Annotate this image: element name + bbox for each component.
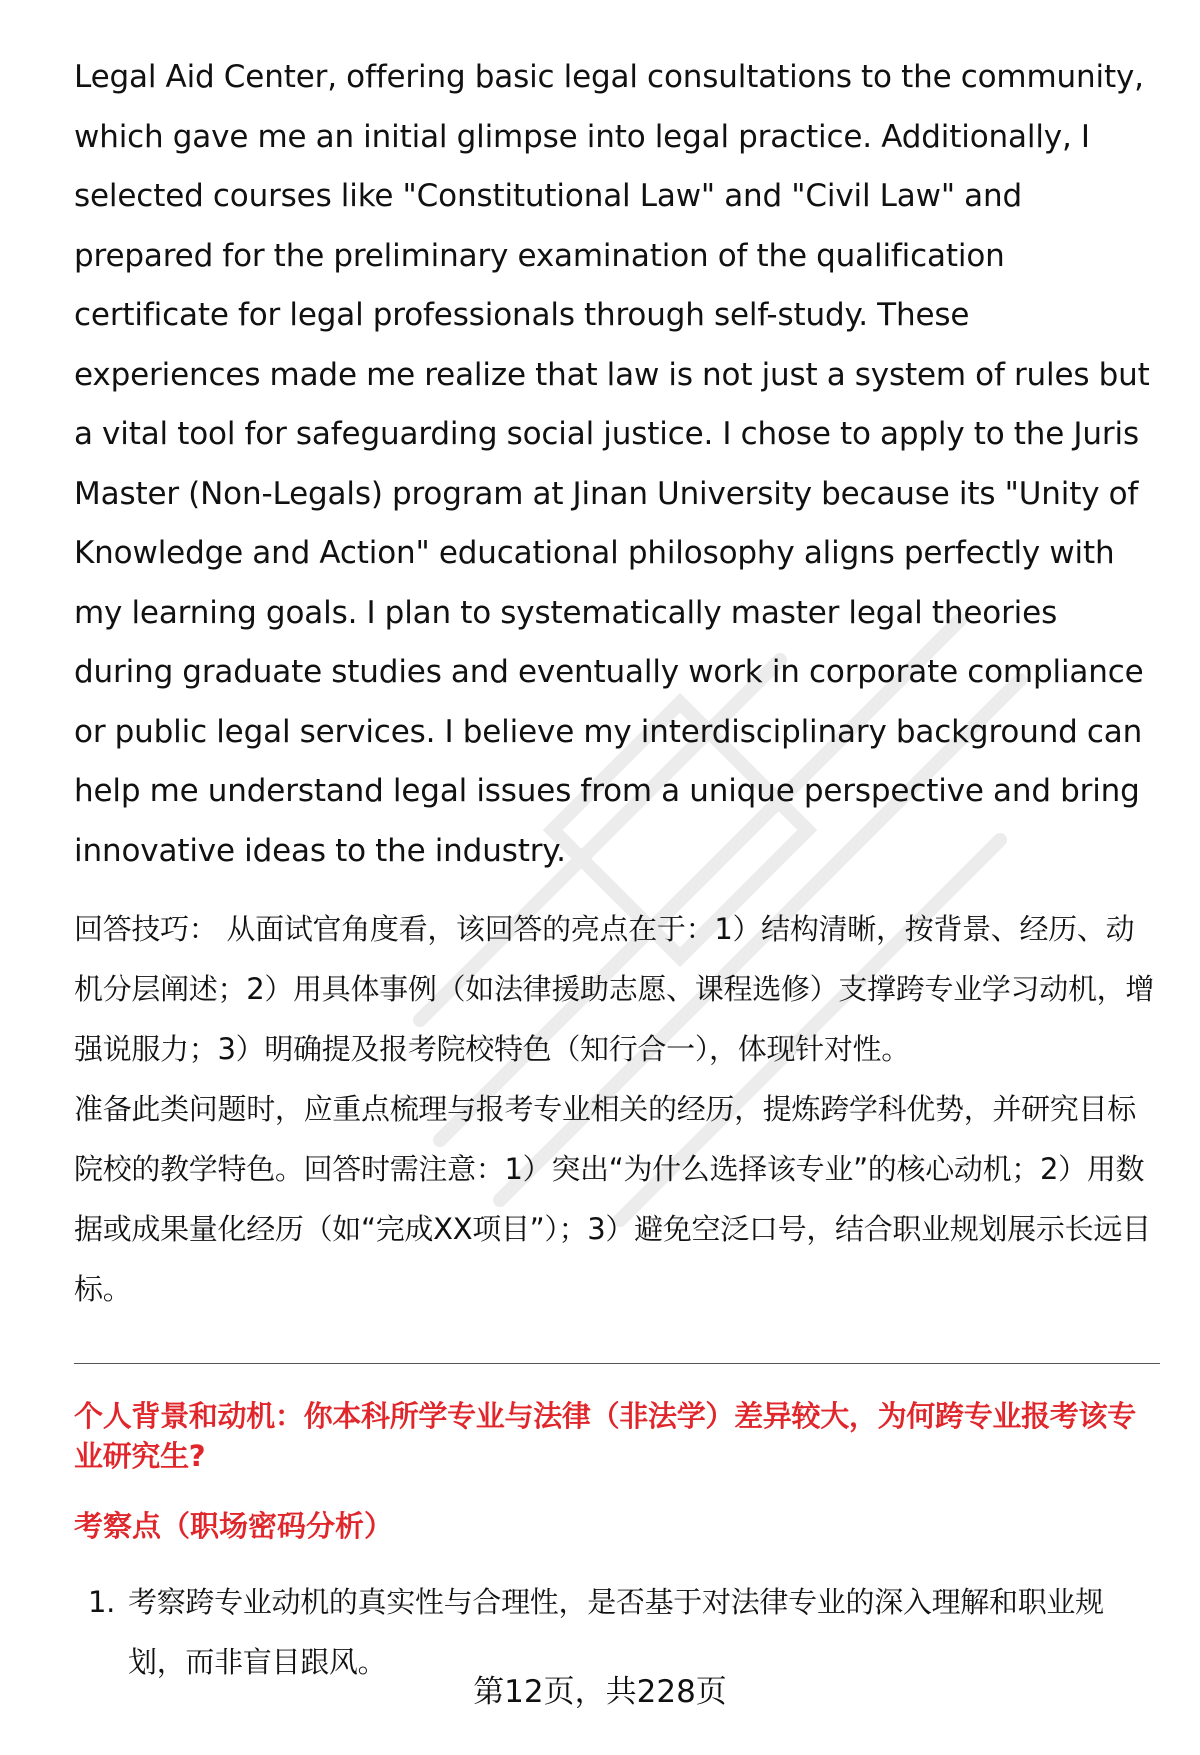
preparation-advice-paragraph: 准备此类问题时，应重点梳理与报考专业相关的经历，提炼跨学科优势，并研究目标院校的教学特色。回答时需注意：1）突出“为什么选择该专业”的核心动机；2）用数据或成果量化经历（如“完成XX项目”）；3）避免空泛口号，结合职业规划展示长远目标。 (74, 1092, 1151, 1306)
assessment-points-heading: 考察点（职场密码分析） (74, 1509, 394, 1543)
list-item-text: 考察跨专业动机的真实性与合理性，是否基于对法律专业的深入理解和职业规划，而非盲目跟风。 (128, 1585, 1104, 1679)
answer-tips (74, 899, 1160, 1319)
interview-question: 个人背景和动机：你本科所学专业与法律（非法学）差异较大，为何跨专业报考该专业研究生? (74, 1399, 1136, 1473)
answer-tips-paragraph: 回答技巧： 从面试官角度看，该回答的亮点在于：1）结构清晰，按背景、经历、动机分层阐述；2）用具体事例（如法律援助志愿、课程选修）支撑跨专业学习动机，增强说服力；3）明确提及报考院校特色（知行合一），体现针对性。 (74, 912, 1155, 1066)
page-content (74, 48, 1160, 1692)
english-answer-paragraph: Legal Aid Center, offering basic legal consultations to the community, which gave me an initial glimpse into legal practice. Additionally, I selected courses like "Constitutional Law" and "Civil Law" and prepared for the preliminary examination of the qualification certificate for legal professionals through self-study. These experiences made me realize that law is not just a system of rules but a vital tool for safeguarding social justice. I chose to apply to the Juris Master (Non-Legals) program at Jinan University because its "Unity of Knowledge and Action" educational philosophy aligns perfectly with my learning goals. I plan to systematically master legal theories during graduate studies and eventually work in corporate compliance or public legal services. I believe my interdisciplinary background can help me understand legal issues from a unique perspective and bring innovative ideas to the industry. (74, 59, 1150, 869)
list-item-number: 1. (88, 1585, 116, 1619)
section-divider (74, 1363, 1160, 1364)
page-number-footer: 第12页，共228页 (473, 1674, 727, 1710)
